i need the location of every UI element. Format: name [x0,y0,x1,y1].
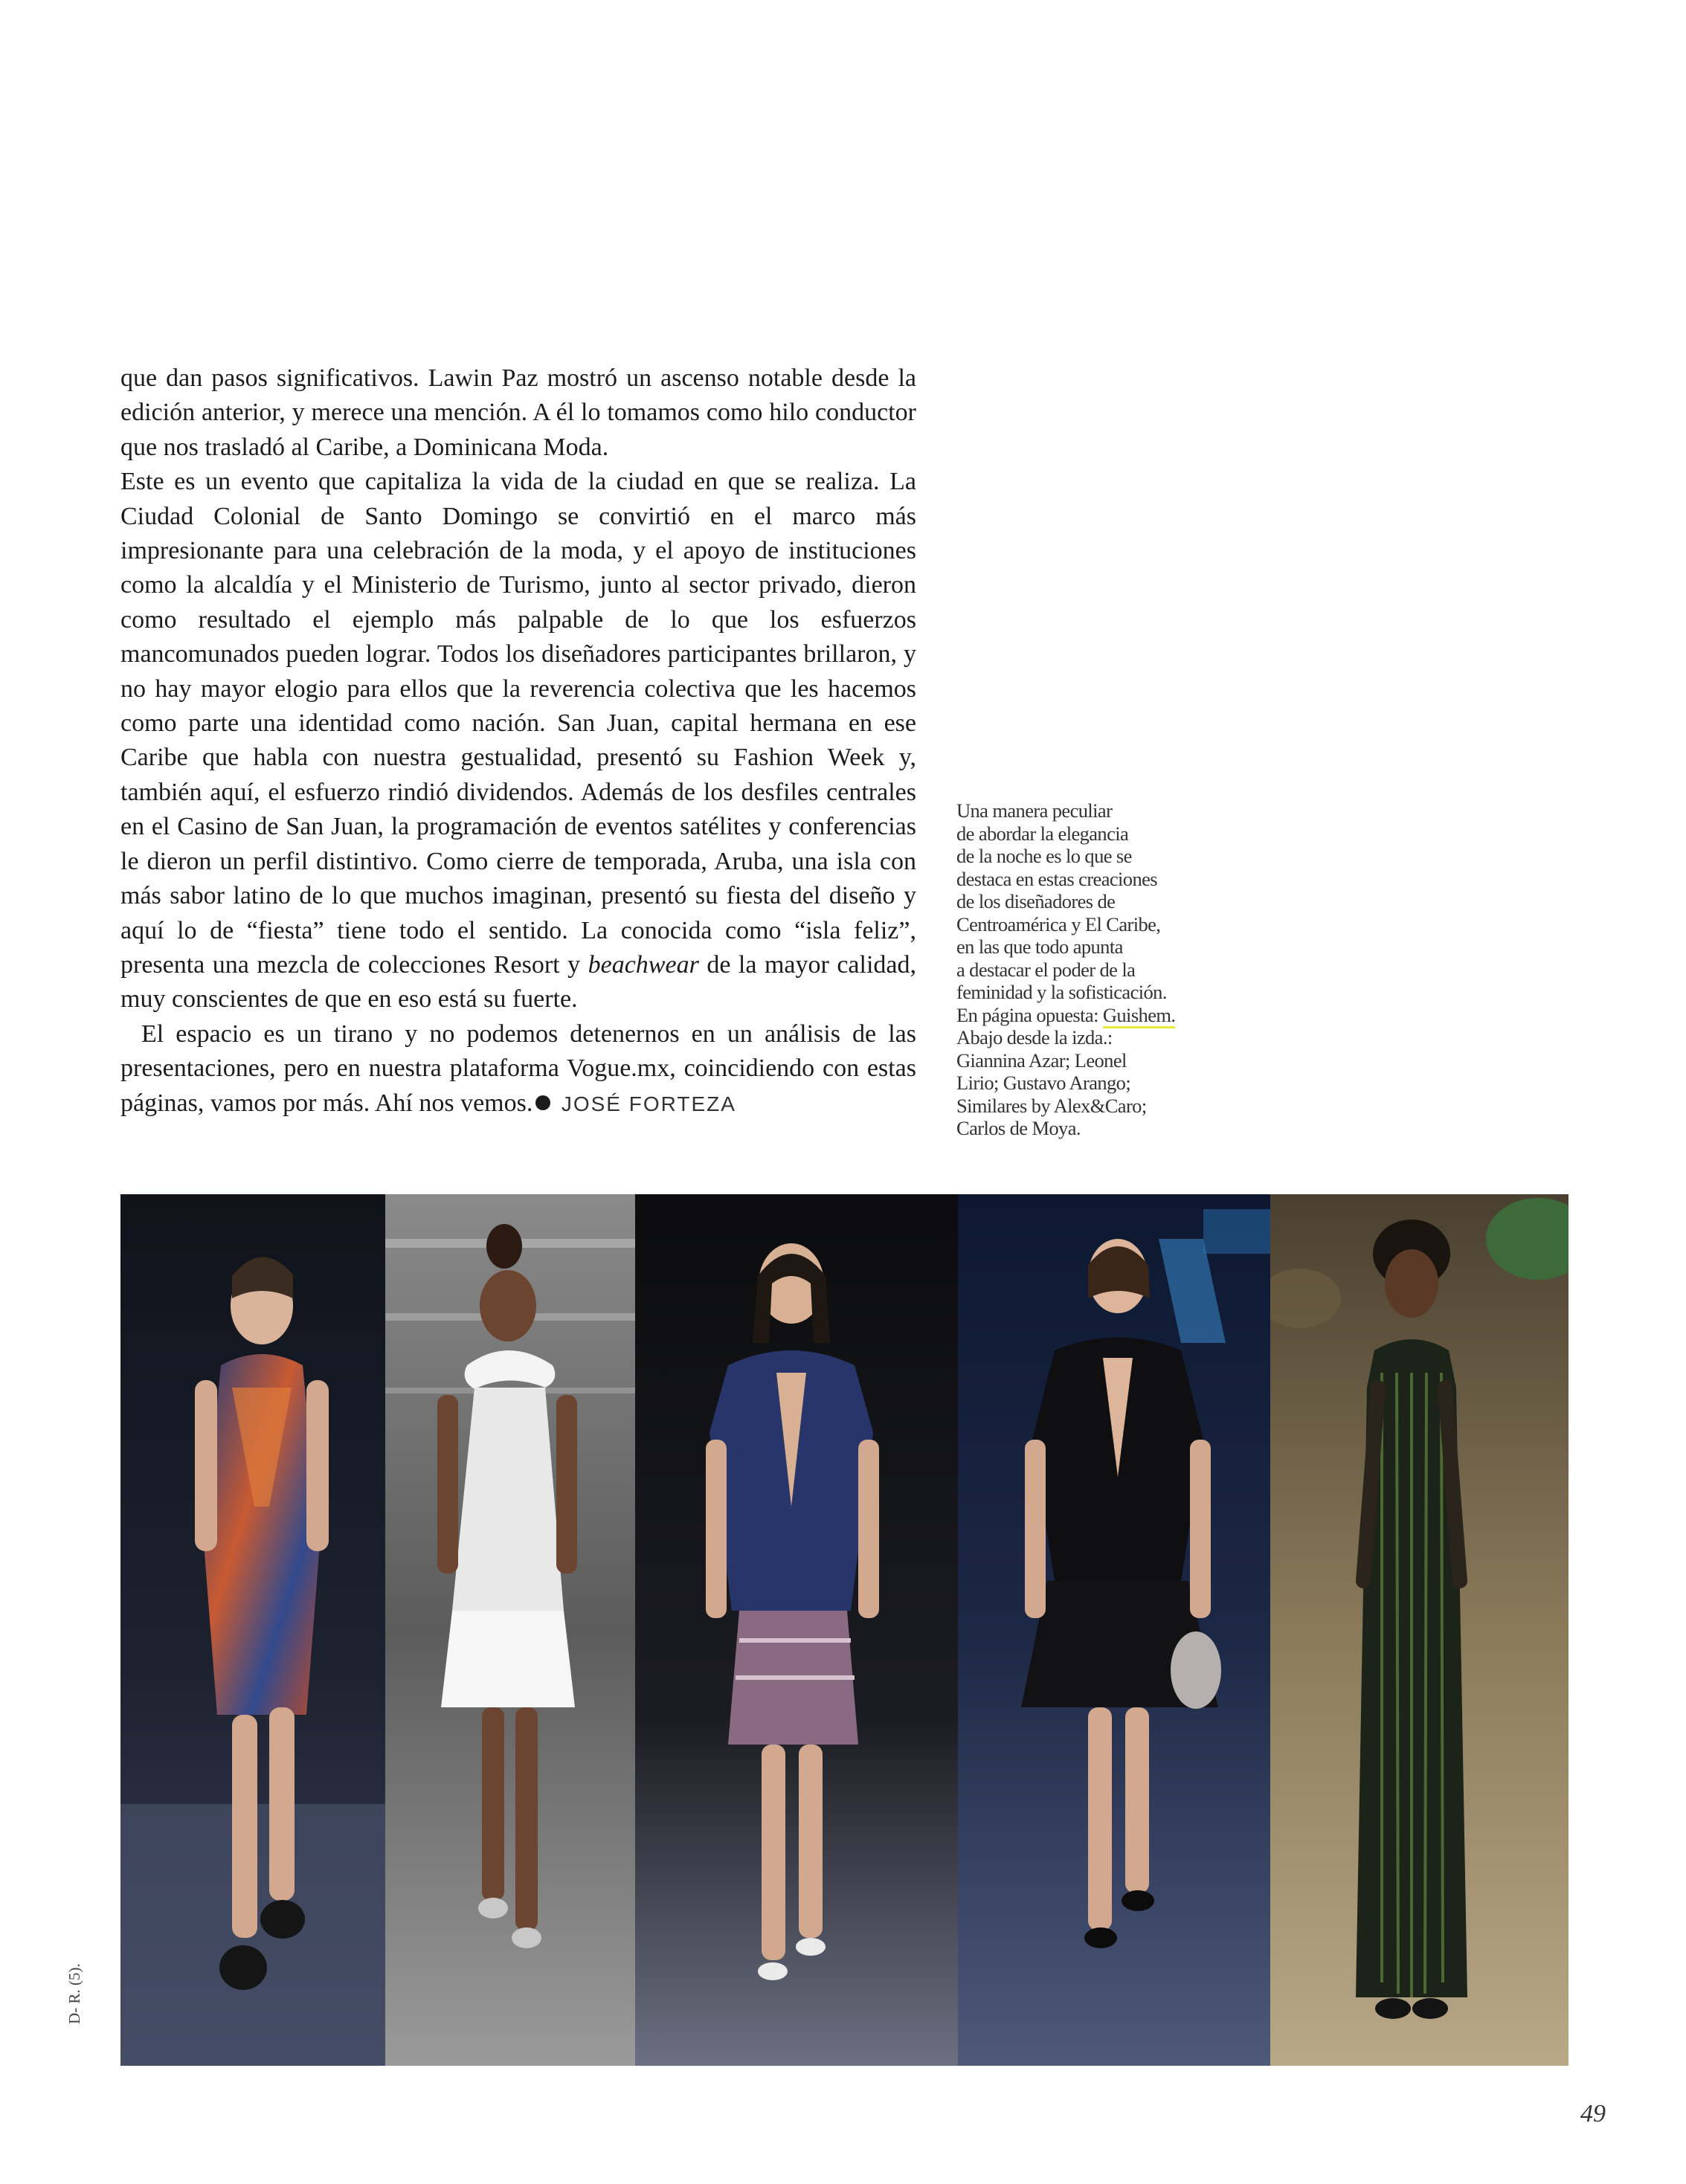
paragraph-1: que dan pasos significativos. Lawin Paz mostró un ascenso notable desde la edición anterior, y merece una mención. A él lo tomamos como hilo conductor que nos trasladó al Caribe, a Dominicana Moda. [120,364,916,461]
caption-line: de abordar la elegancia [956,822,1129,845]
paragraph-2 [120,465,916,1017]
paragraph-3-text: El espacio es un tirano y no podemos detenernos en un análisis de las presentaciones, pero en nuestra plataforma Vogue.mx, coincidiendo con estas páginas, vamos por más. Ahí nos vemos. [120,1019,916,1117]
caption-line: de los diseñadores de [956,890,1116,912]
caption-line: feminidad y la sofisticación. [956,981,1167,1003]
runway-photo-2 [385,1194,635,2066]
beachwear-term: beachwear [588,950,699,979]
caption-credit-line: Giannina Azar; Leonel [956,1048,1127,1072]
caption-credit-line: Similares by Alex&Caro; [956,1094,1147,1117]
author-byline: JOSÉ FORTEZA [561,1092,736,1115]
paragraph-2-end: de la mayor calidad, muy conscientes de que en eso está su fuerte. [120,950,917,1014]
caption-credit-line: Carlos de Moya. [956,1117,1081,1139]
photo-caption [956,799,1232,1140]
end-bullet-icon [535,1095,550,1110]
page-number: 49 [1580,2100,1606,2127]
caption-line: de la noche es lo que se [956,845,1132,867]
photo-credit: D- R. (5). [65,1963,83,2024]
runway-photo-3 [635,1194,958,2066]
caption-line: destaca en estas creaciones [956,867,1157,890]
caption-designer-highlight: Guishem. [1103,1004,1176,1028]
caption-line: Una manera peculiar [956,799,1113,822]
runway-photo-5 [1270,1194,1568,2066]
caption-line: en las que todo apunta [956,935,1123,958]
caption-opposite-line [956,1004,1232,1027]
caption-line: a destacar el poder de la [956,958,1136,981]
runway-photo-1 [120,1194,385,2066]
runway-photo-4 [958,1194,1270,2066]
caption-credit-line: Lirio; Gustavo Arango; [956,1072,1131,1094]
article-body [120,361,916,1121]
paragraph-3 [120,1017,916,1121]
caption-line: Centroamérica y El Caribe, [956,912,1161,935]
caption-opposite-label: En página opuesta: [956,1003,1098,1026]
caption-credit-line: Abajo desde la izda.: [956,1026,1113,1048]
paragraph-2-text: Este es un evento que capitaliza la vida de la ciudad en que se realiza. La Ciudad Colonial de Santo Domingo se convirtió en el marco más impresionante para una celebración de la moda, y el apoyo de instituciones como la alcaldía y el Ministerio de Turismo, junto al sector privado, dieron como resultado el ejemplo más palpable de lo que los esfuerzos mancomunados pueden lograr. Todos los diseñadores participantes brillaron, y no hay mayor elogio para ellos que la reverencia colectiva que les hacemos como parte una identidad como nación. San Juan, capital hermana en ese Caribe que habla con nuestra gestualidad, presentó su Fashion Week y, también aquí, el esfuerzo rindió dividendos. Además de los desfiles centrales en el Casino de San Juan, la programación de eventos satélites y conferencias le dieron un perfil distintivo. Como cierre de temporada, Aruba, una isla con más sabor latino de lo que muchos imaginan, presentó su fiesta del diseño y aquí lo de “fiesta” tiene todo el sentido. La conocida como “isla feliz”, presenta una mezcla de colecciones Resort y [120,468,916,979]
runway-photo-strip [120,1194,1568,2066]
